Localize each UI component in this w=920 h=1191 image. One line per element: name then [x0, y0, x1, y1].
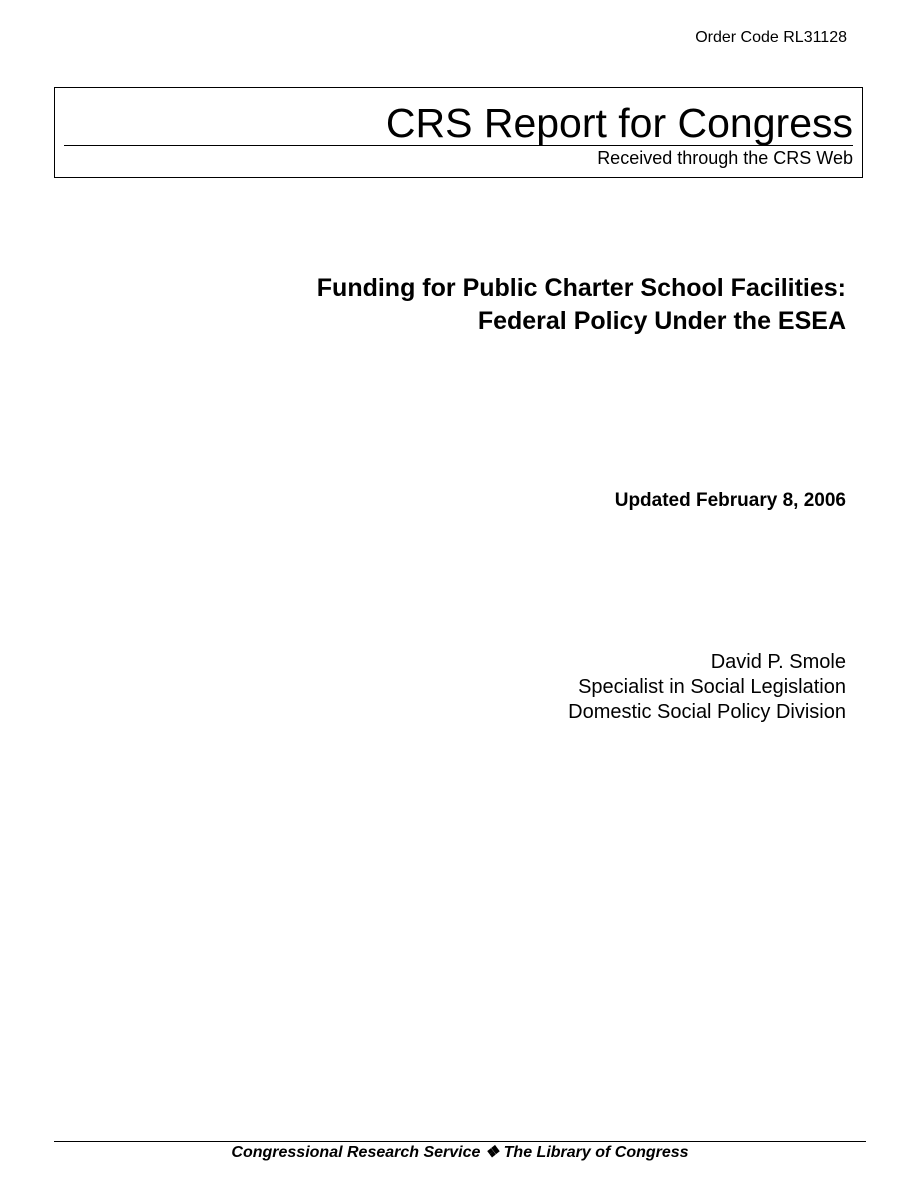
footer-divider — [54, 1141, 866, 1142]
author-position: Specialist in Social Legislation — [578, 676, 846, 698]
author-block — [568, 650, 846, 725]
header-title: CRS Report for Congress — [385, 100, 853, 146]
report-title-line: Federal Policy Under the ESEA — [477, 307, 846, 335]
report-title-line: Funding for Public Charter School Facilities: — [316, 274, 846, 302]
author-division: Domestic Social Policy Division — [568, 701, 846, 723]
report-title — [317, 272, 846, 338]
report-header-box — [54, 87, 863, 178]
header-divider — [64, 145, 853, 146]
header-subtitle: Received through the CRS Web — [597, 148, 853, 168]
footer-text: Congressional Research Service ❖ The Library of Congress — [231, 1144, 689, 1161]
updated-date: Updated February 8, 2006 — [614, 490, 846, 511]
author-name: David P. Smole — [710, 651, 846, 673]
order-code: Order Code RL31128 — [695, 29, 847, 46]
